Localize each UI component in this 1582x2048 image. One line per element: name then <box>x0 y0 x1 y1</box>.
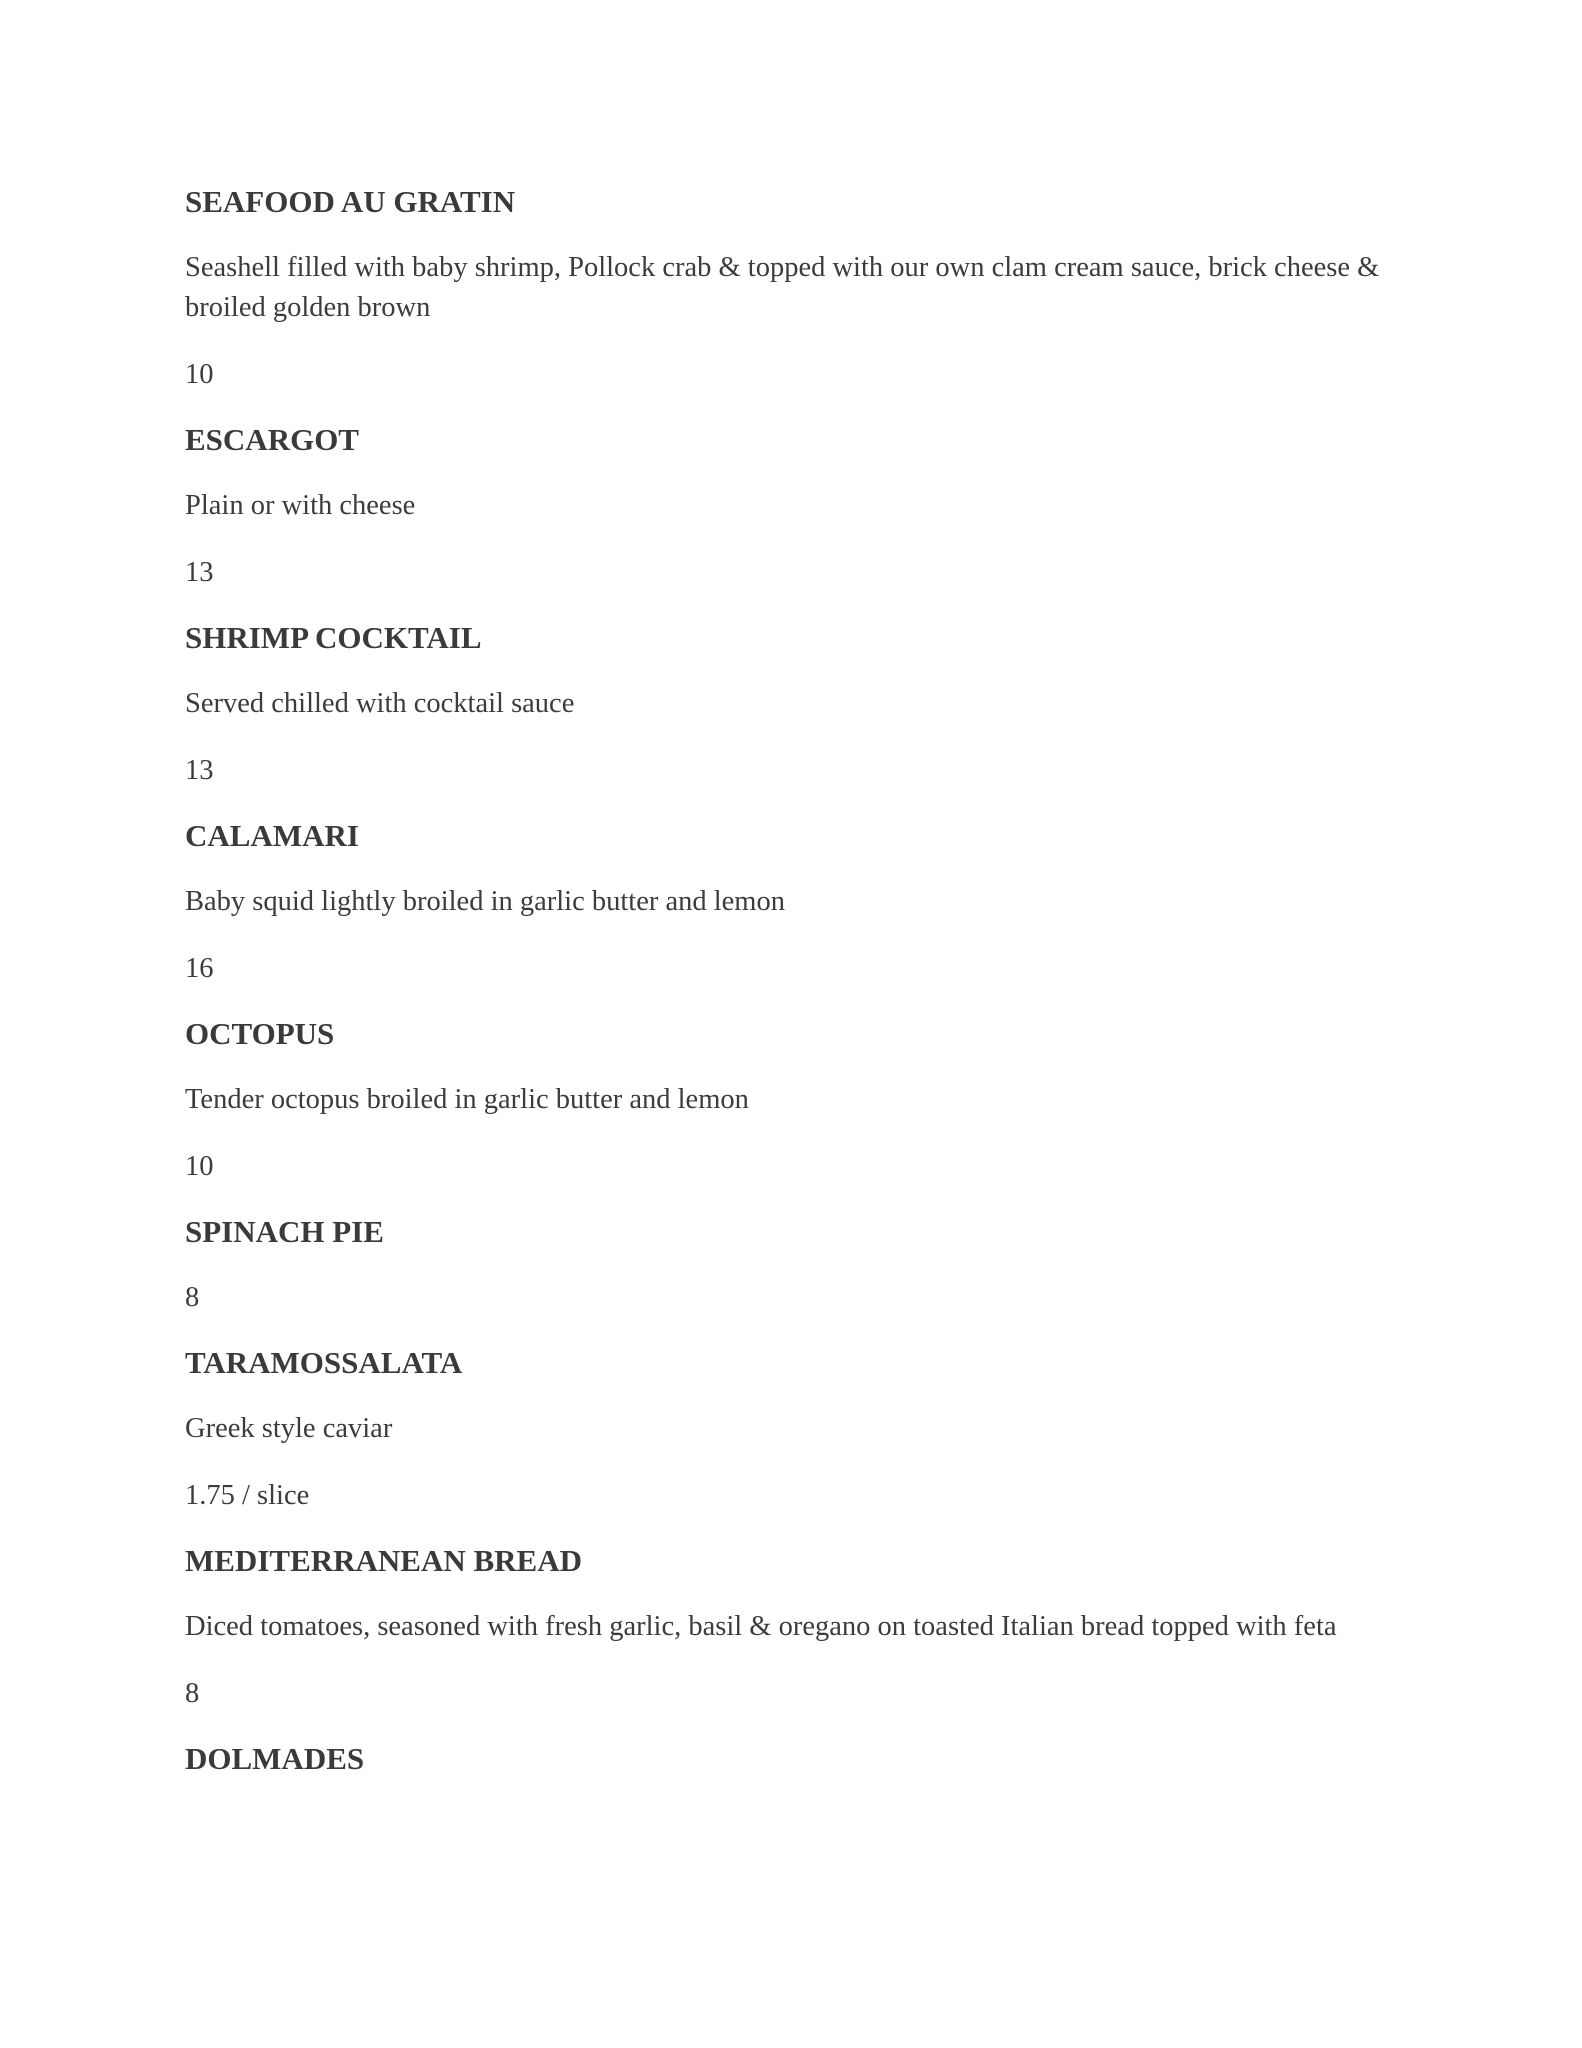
item-description: Greek style caviar <box>185 1413 393 1444</box>
item-description: Seashell filled with baby shrimp, Pollock crab & topped with our own clam cream sauce, brick cheese & broiled golden brown <box>185 252 1380 323</box>
item-price: 16 <box>185 953 214 984</box>
item-name: SPINACH PIE <box>185 1214 384 1249</box>
item-description: Baby squid lightly broiled in garlic butter and lemon <box>185 886 785 917</box>
menu-item-shrimp-cocktail <box>185 618 1415 791</box>
item-description: Plain or with cheese <box>185 490 416 521</box>
item-name: DOLMADES <box>185 1741 365 1776</box>
menu-item-seafood-au-gratin <box>185 182 1415 395</box>
menu-item-mediterranean-bread <box>185 1541 1415 1714</box>
item-price: 10 <box>185 359 214 390</box>
item-name: ESCARGOT <box>185 422 359 457</box>
menu-item-taramossalata <box>185 1343 1415 1516</box>
item-name: OCTOPUS <box>185 1016 335 1051</box>
item-description: Tender octopus broiled in garlic butter and lemon <box>185 1084 749 1115</box>
item-price: 13 <box>185 755 214 786</box>
menu-content <box>185 182 1415 1805</box>
item-price: 1.75 / slice <box>185 1480 310 1511</box>
item-price: 8 <box>185 1282 200 1313</box>
item-name: SHRIMP COCKTAIL <box>185 620 482 655</box>
item-name: CALAMARI <box>185 818 359 853</box>
item-name: MEDITERRANEAN BREAD <box>185 1543 583 1578</box>
item-name: SEAFOOD AU GRATIN <box>185 184 516 219</box>
item-price: 13 <box>185 557 214 588</box>
item-description: Served chilled with cocktail sauce <box>185 688 575 719</box>
item-description: Diced tomatoes, seasoned with fresh garlic, basil & oregano on toasted Italian bread topped with feta <box>185 1611 1337 1642</box>
menu-item-escargot <box>185 420 1415 593</box>
menu-item-calamari <box>185 816 1415 989</box>
item-price: 10 <box>185 1151 214 1182</box>
item-price: 8 <box>185 1678 200 1709</box>
menu-item-dolmades <box>185 1739 1415 1779</box>
menu-item-octopus <box>185 1014 1415 1187</box>
item-name: TARAMOSSALATA <box>185 1345 463 1380</box>
menu-item-spinach-pie <box>185 1212 1415 1318</box>
